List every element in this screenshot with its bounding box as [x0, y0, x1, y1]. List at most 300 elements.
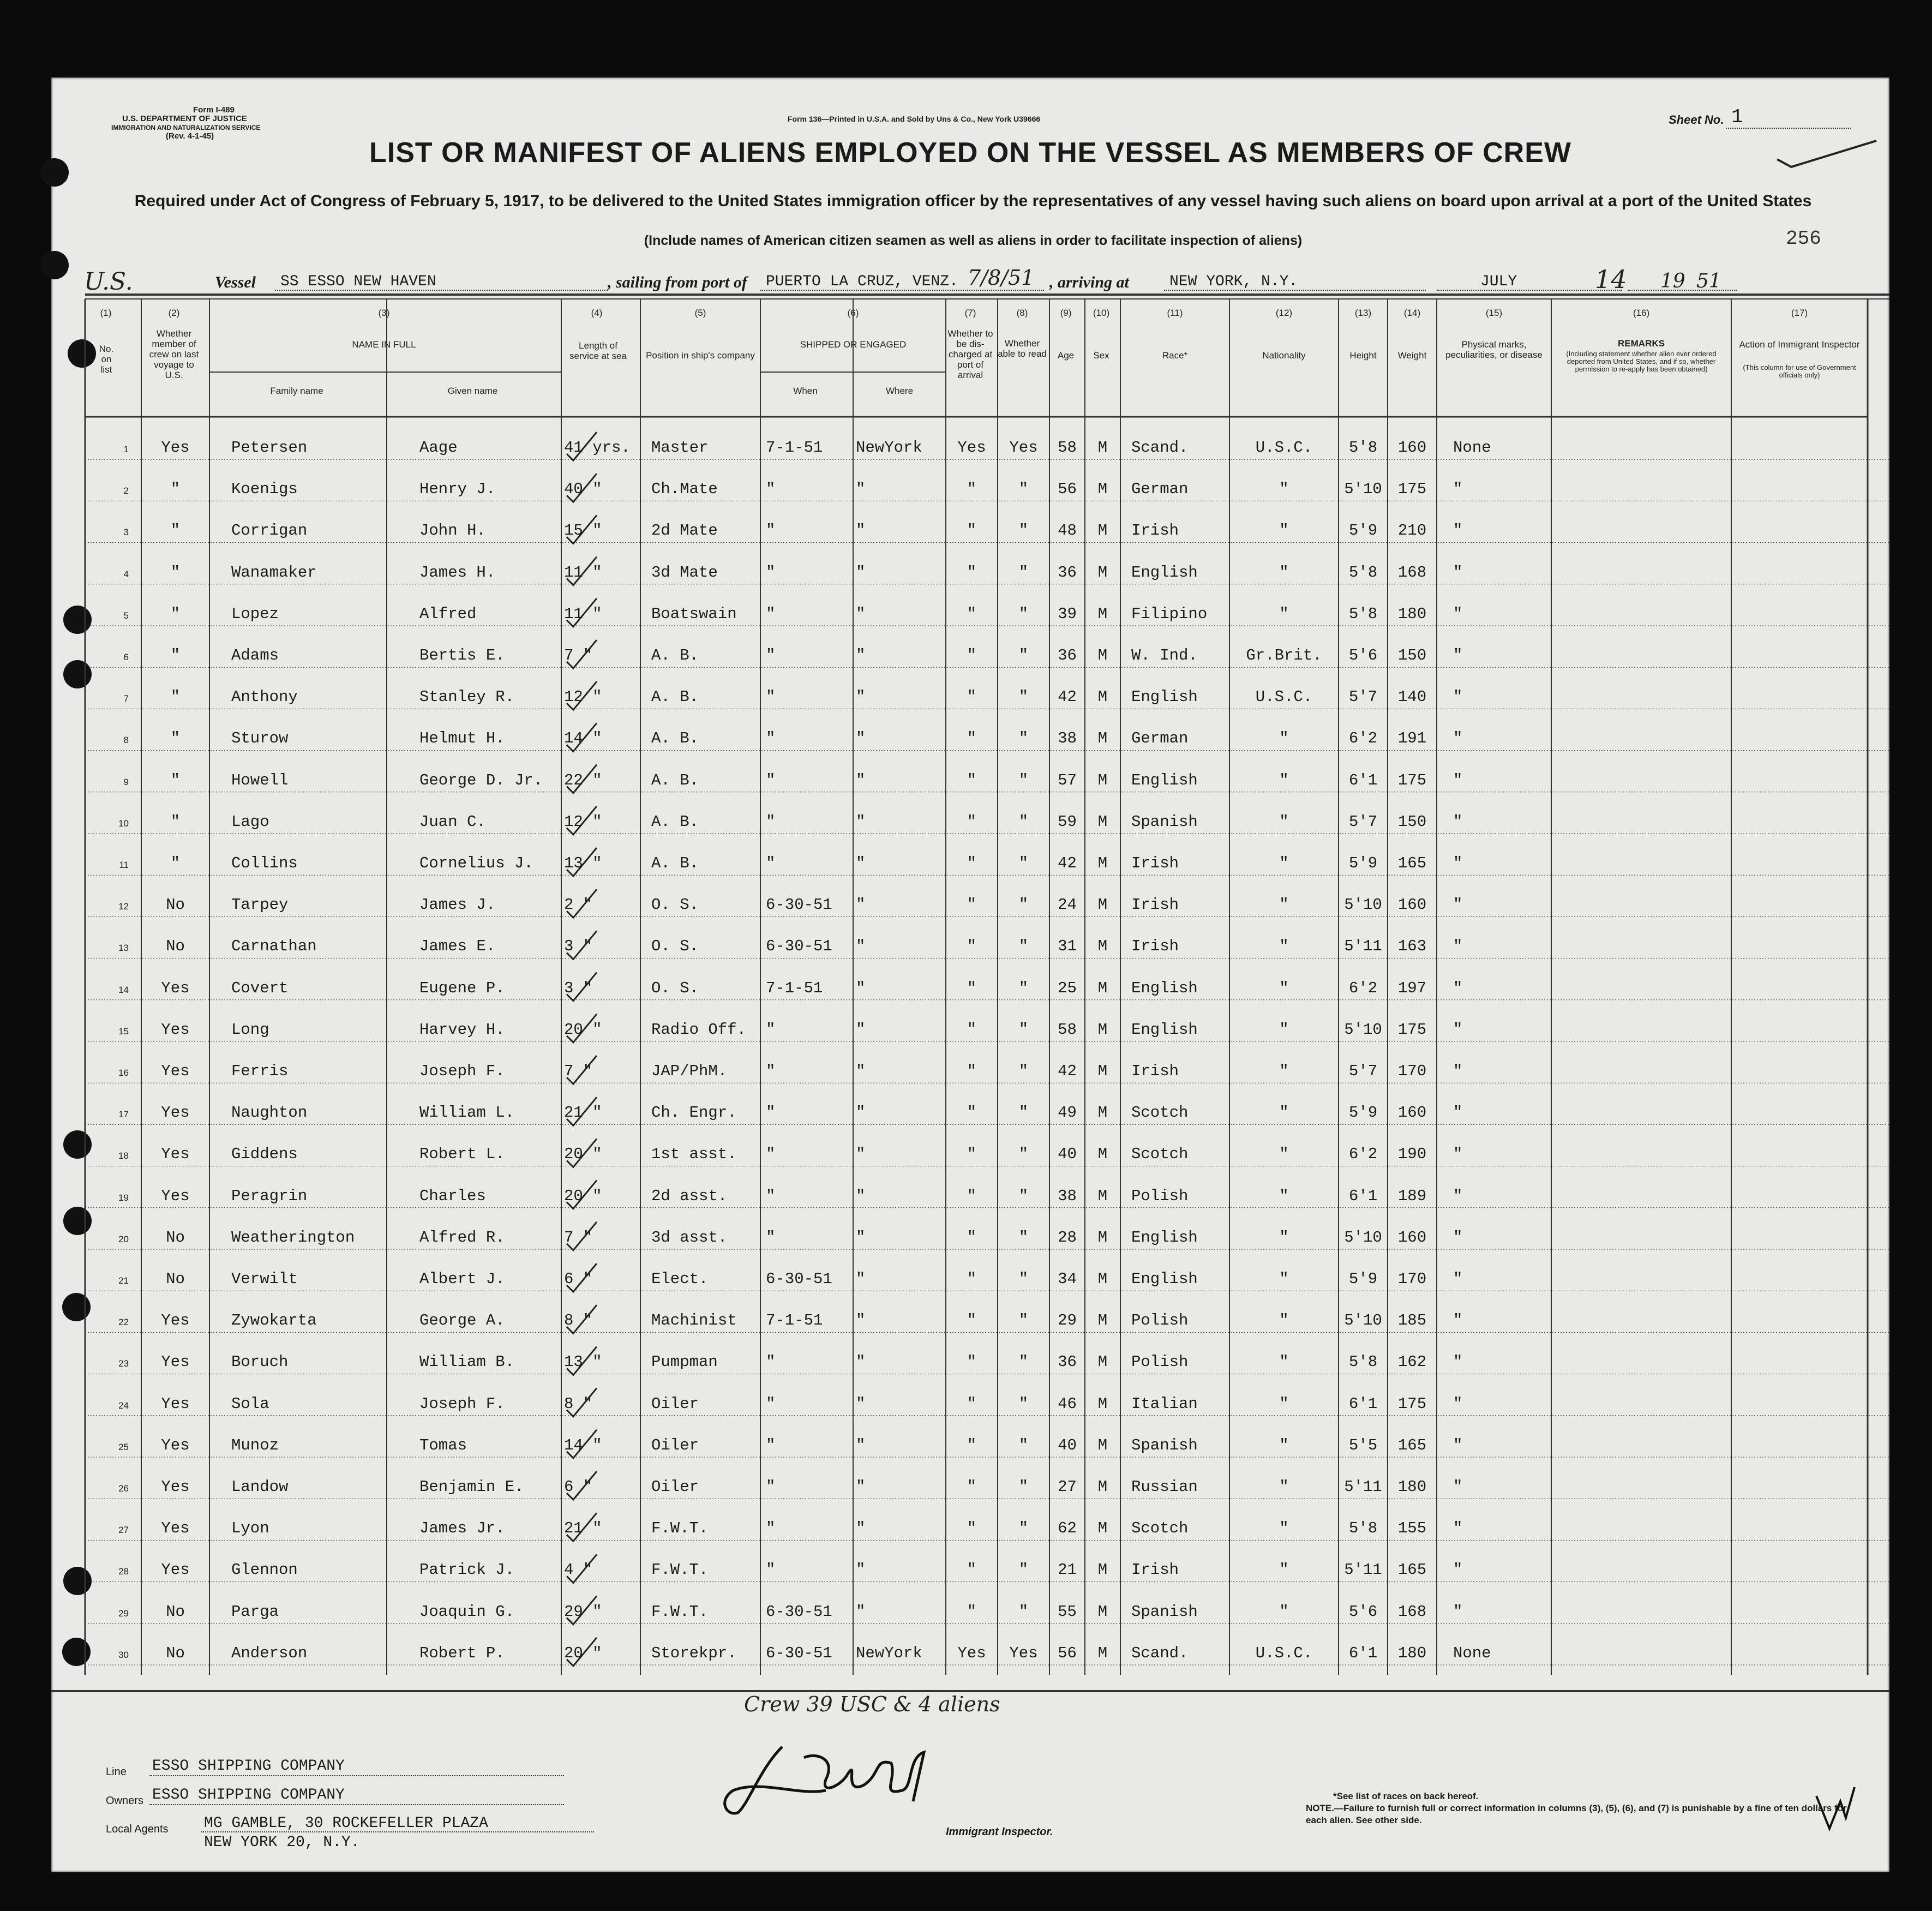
cell-service: 41 yrs. [564, 439, 631, 457]
col-number: (5) [694, 308, 706, 318]
cell-discharged: " [967, 1228, 977, 1247]
cell-physical-marks: " [1453, 1104, 1463, 1122]
row-number: 16 [118, 1068, 129, 1078]
cell-position: A. B. [651, 812, 699, 831]
cell-able-to-read: " [1018, 729, 1029, 748]
cell-shipped-where: " [856, 1394, 866, 1413]
cell-position: F.W.T. [651, 1602, 709, 1621]
row-number: 9 [123, 776, 129, 787]
cell-weight: 165 [1397, 854, 1427, 872]
cell-shipped-when: " [766, 854, 776, 872]
cell-family-name: Lyon [231, 1519, 269, 1538]
cell-position: O. S. [651, 937, 699, 956]
cell-shipped-where: " [856, 1104, 866, 1122]
agents-value-line2: NEW YORK 20, N.Y. [204, 1834, 360, 1851]
row-number: 13 [118, 943, 129, 954]
cell-race: Spanish [1131, 1436, 1198, 1454]
cell-discharged: " [967, 1062, 977, 1080]
cell-race: Spanish [1131, 812, 1198, 831]
col-header-action-note: (This column for use of Government officials only) [1743, 363, 1856, 379]
cell-given-name: Patrick J. [419, 1561, 515, 1579]
cell-age: 31 [1058, 937, 1077, 956]
col-header-when: When [793, 386, 818, 396]
cell-age: 40 [1058, 1436, 1077, 1454]
cell-height: 6'1 [1348, 1394, 1378, 1413]
cell-given-name: James J. [419, 896, 496, 914]
cell-age: 55 [1058, 1602, 1077, 1621]
cell-last-voyage: No [166, 896, 185, 914]
agency-service: IMMIGRATION AND NATURALIZATION SERVICE [111, 124, 261, 131]
sailing-port: PUERTO LA CRUZ, VENZ. [766, 273, 958, 290]
form-number: Form I-489 [193, 105, 235, 115]
arrival-year-line [1628, 290, 1737, 291]
cell-physical-marks: " [1453, 729, 1463, 748]
cell-given-name: Tomas [419, 1436, 467, 1454]
cell-sex: M [1097, 937, 1108, 956]
cell-discharged: Yes [957, 439, 986, 457]
row-number: 30 [118, 1649, 129, 1660]
inspector-label: Immigrant Inspector. [946, 1826, 1053, 1838]
cell-service: 22 " [564, 771, 602, 789]
cell-discharged: " [967, 522, 977, 540]
cell-position: 3d Mate [651, 563, 718, 582]
cell-shipped-where: " [856, 1436, 866, 1454]
cell-service: 21 " [564, 1104, 602, 1122]
cell-given-name: Robert P. [419, 1644, 505, 1662]
cell-height: 5'9 [1348, 1104, 1378, 1122]
cell-nationality: " [1279, 1519, 1289, 1538]
cell-shipped-when: 7-1-51 [766, 979, 823, 997]
cell-height: 5'8 [1348, 604, 1378, 623]
cell-able-to-read: " [1018, 812, 1029, 831]
row-number: 29 [118, 1608, 129, 1619]
cell-position: F.W.T. [651, 1561, 709, 1579]
cell-shipped-when: " [766, 1519, 776, 1538]
cell-height: 5'10 [1344, 896, 1382, 914]
cell-physical-marks: " [1453, 1394, 1463, 1413]
cell-physical-marks: " [1453, 771, 1463, 789]
arriving-label: , arriving at [1049, 273, 1129, 291]
footer-note [1306, 1790, 1851, 1826]
row-number: 7 [123, 693, 129, 704]
cell-shipped-when: 6-30-51 [766, 1270, 832, 1288]
row-number: 24 [118, 1400, 129, 1411]
row-number: 28 [118, 1566, 129, 1577]
cell-family-name: Sola [231, 1394, 269, 1413]
cell-able-to-read: " [1018, 1187, 1029, 1205]
cell-age: 38 [1058, 729, 1077, 748]
cell-discharged: " [967, 1519, 977, 1538]
cell-last-voyage: " [170, 563, 181, 582]
cell-position: O. S. [651, 979, 699, 997]
cell-last-voyage: " [170, 480, 181, 499]
cell-last-voyage: Yes [161, 439, 190, 457]
cell-given-name: George A. [419, 1311, 505, 1330]
row-number: 26 [118, 1483, 129, 1494]
arrival-day: 14 [1595, 265, 1627, 294]
cell-position: Pumpman [651, 1353, 718, 1371]
cell-nationality: " [1279, 1478, 1289, 1496]
cell-race: English [1131, 688, 1198, 706]
col-header-shipped: SHIPPED OR ENGAGED [800, 339, 907, 350]
cell-nationality: " [1279, 729, 1289, 748]
cell-race: W. Ind. [1131, 646, 1198, 664]
col-number: (3) [378, 308, 390, 318]
cell-shipped-when: 7-1-51 [766, 1311, 823, 1330]
cell-weight: 165 [1397, 1561, 1427, 1579]
cell-nationality: " [1279, 1602, 1289, 1621]
row-number: 4 [123, 568, 129, 579]
margin-note: U.S. [84, 268, 133, 296]
cell-height: 5'8 [1348, 563, 1378, 582]
cell-service: 7 " [564, 1228, 593, 1247]
cell-physical-marks: None [1453, 439, 1491, 457]
cell-given-name: James H. [419, 563, 496, 582]
cell-nationality: " [1279, 1145, 1289, 1164]
cell-physical-marks: " [1453, 854, 1463, 872]
cell-race: Scotch [1131, 1104, 1189, 1122]
cell-able-to-read: " [1018, 1519, 1029, 1538]
cell-weight: 160 [1397, 1228, 1427, 1247]
cell-nationality: " [1279, 896, 1289, 914]
row-number: 23 [118, 1358, 129, 1369]
cell-last-voyage: Yes [161, 1311, 190, 1330]
cell-weight: 140 [1397, 688, 1427, 706]
cell-family-name: Glennon [231, 1561, 298, 1579]
cell-height: 5'8 [1348, 439, 1378, 457]
col-number: (9) [1060, 308, 1072, 318]
cell-nationality: " [1279, 1104, 1289, 1122]
cell-given-name: Henry J. [419, 480, 496, 499]
row-number: 11 [119, 860, 129, 870]
cell-sex: M [1097, 480, 1108, 499]
cell-weight: 180 [1397, 1478, 1427, 1496]
printer-line: Form 136—Printed in U.S.A. and Sold by Uns & Co., New York U39666 [788, 115, 1041, 123]
cell-physical-marks: " [1453, 1270, 1463, 1288]
cell-weight: 162 [1397, 1353, 1427, 1371]
fine-note: NOTE.—Failure to furnish full or correct information in columns (3), (5), (6), and (7) is punishable by a fine of ten dollars for each alien. See other side. [1306, 1803, 1847, 1825]
cell-sex: M [1097, 646, 1108, 664]
cell-last-voyage: Yes [161, 1561, 190, 1579]
cell-weight: 175 [1397, 771, 1427, 789]
cell-nationality: " [1279, 937, 1289, 956]
cell-position: Boatswain [651, 604, 737, 623]
cell-position: A. B. [651, 688, 699, 706]
cell-sex: M [1097, 1228, 1108, 1247]
cell-age: 48 [1058, 522, 1077, 540]
cell-age: 27 [1058, 1478, 1077, 1496]
arriving-port: NEW YORK, N.Y. [1169, 273, 1298, 290]
cell-position: A. B. [651, 646, 699, 664]
cell-given-name: Bertis E. [419, 646, 505, 664]
cell-service: 14 " [564, 729, 602, 748]
col-number: (17) [1791, 308, 1808, 318]
cell-height: 5'7 [1348, 812, 1378, 831]
cell-given-name: James Jr. [419, 1519, 505, 1538]
cell-weight: 150 [1397, 812, 1427, 831]
cell-family-name: Corrigan [231, 522, 308, 540]
cell-sex: M [1097, 1519, 1108, 1538]
cell-race: Scotch [1131, 1145, 1189, 1164]
cell-physical-marks: " [1453, 1145, 1463, 1164]
cell-family-name: Munoz [231, 1436, 279, 1454]
cell-discharged: " [967, 1436, 977, 1454]
cell-nationality: " [1279, 812, 1289, 831]
agents-label: Local Agents [106, 1823, 169, 1835]
cell-weight: 155 [1397, 1519, 1427, 1538]
col-number: (2) [168, 308, 180, 318]
cell-shipped-where: " [856, 688, 866, 706]
cell-shipped-where: " [856, 1020, 866, 1039]
cell-weight: 150 [1397, 646, 1427, 664]
owners-value: ESSO SHIPPING COMPANY [152, 1787, 345, 1804]
cell-age: 21 [1058, 1561, 1077, 1579]
cell-position: Elect. [651, 1270, 709, 1288]
owners-label: Owners [106, 1795, 143, 1807]
cell-given-name: Aage [419, 439, 458, 457]
cell-weight: 210 [1397, 522, 1427, 540]
cell-sex: M [1097, 1436, 1108, 1454]
cell-age: 24 [1058, 896, 1077, 914]
cell-shipped-where: " [856, 480, 866, 499]
line-label: Line [106, 1766, 127, 1778]
cell-race: German [1131, 480, 1189, 499]
cell-family-name: Boruch [231, 1353, 289, 1371]
cell-able-to-read: " [1018, 1478, 1029, 1496]
cell-given-name: William L. [419, 1104, 515, 1122]
cell-service: 2 " [564, 896, 593, 914]
cell-nationality: Gr.Brit. [1246, 646, 1322, 664]
cell-given-name: Robert L. [419, 1145, 505, 1164]
cell-position: 1st asst. [651, 1145, 737, 1164]
cell-race: English [1131, 1270, 1198, 1288]
cell-discharged: " [967, 563, 977, 582]
cell-given-name: Helmut H. [419, 729, 505, 748]
cell-age: 36 [1058, 646, 1077, 664]
cell-race: Irish [1131, 854, 1179, 872]
cell-height: 5'11 [1344, 937, 1382, 956]
cell-given-name: Albert J. [419, 1270, 505, 1288]
cell-position: Oiler [651, 1478, 699, 1496]
cell-service: 20 " [564, 1145, 602, 1164]
cell-last-voyage: No [166, 937, 185, 956]
cell-position: JAP/PhM. [651, 1062, 728, 1080]
cell-service: 6 " [564, 1270, 593, 1288]
col-number: (14) [1403, 308, 1421, 318]
col-header-name: NAME IN FULL [352, 339, 416, 350]
cell-sex: M [1097, 729, 1108, 748]
cell-last-voyage: " [170, 646, 181, 664]
cell-shipped-where: " [856, 1270, 866, 1288]
cell-sex: M [1097, 979, 1108, 997]
cell-able-to-read: " [1018, 604, 1029, 623]
cell-shipped-when: " [766, 1145, 776, 1164]
cell-sex: M [1097, 1311, 1108, 1330]
cell-height: 5'9 [1348, 854, 1378, 872]
cell-sex: M [1097, 812, 1108, 831]
cell-weight: 180 [1397, 1644, 1427, 1662]
cell-race: Polish [1131, 1311, 1189, 1330]
cell-age: 40 [1058, 1145, 1077, 1164]
cell-able-to-read: " [1018, 563, 1029, 582]
cell-shipped-when: " [766, 688, 776, 706]
col-number: (12) [1275, 308, 1293, 318]
cell-shipped-where: " [856, 1187, 866, 1205]
cell-height: 5'6 [1348, 1602, 1378, 1621]
cell-family-name: Zywokarta [231, 1311, 317, 1330]
cell-height: 5'7 [1348, 1062, 1378, 1080]
cell-shipped-where: " [856, 1311, 866, 1330]
handwritten-crew-total: Crew 39 USC & 4 aliens [744, 1692, 1000, 1716]
cell-family-name: Wanamaker [231, 563, 317, 582]
cell-physical-marks: " [1453, 604, 1463, 623]
cell-nationality: " [1279, 1228, 1289, 1247]
col-header-remarks: REMARKS [1618, 338, 1665, 349]
punch-hole [68, 339, 96, 368]
cell-service: 13 " [564, 854, 602, 872]
cell-height: 5'8 [1348, 1519, 1378, 1538]
cell-sex: M [1097, 1104, 1108, 1122]
cell-shipped-when: " [766, 1020, 776, 1039]
cell-shipped-when: " [766, 1436, 776, 1454]
cell-shipped-where: " [856, 1145, 866, 1164]
cell-height: 5'10 [1344, 480, 1382, 499]
cell-physical-marks: " [1453, 979, 1463, 997]
cell-last-voyage: No [166, 1228, 185, 1247]
cell-able-to-read: " [1018, 1353, 1029, 1371]
vessel-info-row [84, 265, 1829, 296]
cell-shipped-where: " [856, 729, 866, 748]
cell-discharged: " [967, 1270, 977, 1288]
cell-last-voyage: Yes [161, 1145, 190, 1164]
cell-family-name: Anthony [231, 688, 298, 706]
cell-nationality: " [1279, 563, 1289, 582]
cell-nationality: " [1279, 1311, 1289, 1330]
cell-position: Ch.Mate [651, 480, 718, 499]
cell-shipped-where: " [856, 812, 866, 831]
cell-family-name: Verwilt [231, 1270, 298, 1288]
cell-able-to-read: Yes [1009, 1644, 1038, 1662]
arrival-year-prefix: 19 [1660, 270, 1685, 292]
cell-sex: M [1097, 854, 1108, 872]
cell-service: 20 " [564, 1644, 602, 1662]
cell-shipped-where: " [856, 896, 866, 914]
sheet-number-line [1726, 128, 1851, 129]
cell-physical-marks: " [1453, 1020, 1463, 1039]
cell-age: 62 [1058, 1519, 1077, 1538]
cell-discharged: " [967, 1104, 977, 1122]
cell-race: Scotch [1131, 1519, 1189, 1538]
cell-age: 29 [1058, 1311, 1077, 1330]
cell-family-name: Lopez [231, 604, 279, 623]
cell-shipped-when: " [766, 1228, 776, 1247]
cell-discharged: " [967, 1145, 977, 1164]
col-header-nationality: Nationality [1262, 350, 1306, 361]
cell-shipped-when: " [766, 771, 776, 789]
vessel-name-line [275, 290, 608, 291]
cell-weight: 163 [1397, 937, 1427, 956]
row-number: 22 [118, 1317, 129, 1328]
cell-position: Master [651, 439, 709, 457]
cell-given-name: Charles [419, 1187, 486, 1205]
cell-physical-marks: " [1453, 896, 1463, 914]
cell-able-to-read: " [1018, 522, 1029, 540]
cell-physical-marks: " [1453, 1519, 1463, 1538]
cell-age: 25 [1058, 979, 1077, 997]
cell-weight: 160 [1397, 1104, 1427, 1122]
row-number: 21 [118, 1275, 129, 1286]
cell-last-voyage: Yes [161, 1104, 190, 1122]
cell-position: 3d asst. [651, 1228, 728, 1247]
cell-able-to-read: " [1018, 1311, 1029, 1330]
cell-able-to-read: " [1018, 1270, 1029, 1288]
cell-last-voyage: " [170, 812, 181, 831]
cell-position: A. B. [651, 729, 699, 748]
cell-race: Italian [1131, 1394, 1198, 1413]
cell-nationality: " [1279, 604, 1289, 623]
page-title: LIST OR MANIFEST OF ALIENS EMPLOYED ON THE VESSEL AS MEMBERS OF CREW [369, 137, 1571, 169]
cell-shipped-when: " [766, 1394, 776, 1413]
cell-family-name: Carnathan [231, 937, 317, 956]
cell-service: 20 " [564, 1020, 602, 1039]
cell-sex: M [1097, 1062, 1108, 1080]
col-number: (7) [964, 308, 976, 318]
line-underline [149, 1775, 564, 1776]
cell-height: 6'2 [1348, 1145, 1378, 1164]
cell-physical-marks: " [1453, 1353, 1463, 1371]
cell-physical-marks: " [1453, 1228, 1463, 1247]
cell-shipped-where: " [856, 646, 866, 664]
cell-sex: M [1097, 1187, 1108, 1205]
row-number: 18 [118, 1151, 129, 1161]
cell-sex: M [1097, 1644, 1108, 1662]
cell-able-to-read: " [1018, 1228, 1029, 1247]
cell-age: 38 [1058, 1187, 1077, 1205]
cell-service: 12 " [564, 688, 602, 706]
cell-discharged: " [967, 604, 977, 623]
cell-height: 5'11 [1344, 1561, 1382, 1579]
col-header-service: Length of service at sea [569, 340, 627, 361]
cell-family-name: Giddens [231, 1145, 298, 1164]
row-number: 17 [118, 1109, 129, 1120]
cell-sex: M [1097, 522, 1108, 540]
agency-department: U.S. DEPARTMENT OF JUSTICE [122, 114, 247, 123]
cell-last-voyage: Yes [161, 1187, 190, 1205]
cell-discharged: Yes [957, 1644, 986, 1662]
cell-sex: M [1097, 563, 1108, 582]
col-header-read: Whether able to read [998, 338, 1047, 359]
agents-underline [201, 1831, 594, 1832]
cell-shipped-where: " [856, 604, 866, 623]
cell-physical-marks: " [1453, 688, 1463, 706]
cell-discharged: " [967, 1311, 977, 1330]
cell-position: 2d Mate [651, 522, 718, 540]
sailing-label: , sailing from port of [608, 273, 747, 291]
cell-last-voyage: No [166, 1270, 185, 1288]
cell-sex: M [1097, 688, 1108, 706]
col-number: (16) [1633, 308, 1650, 318]
cell-service: 7 " [564, 646, 593, 664]
cell-sex: M [1097, 1478, 1108, 1496]
cell-position: Oiler [651, 1436, 699, 1454]
col-header-no: No. on list [99, 344, 114, 375]
col-header-race: Race* [1162, 350, 1188, 361]
cell-last-voyage: " [170, 771, 181, 789]
cell-able-to-read: " [1018, 1020, 1029, 1039]
cell-age: 59 [1058, 812, 1077, 831]
cell-shipped-when: 6-30-51 [766, 937, 832, 956]
cell-able-to-read: " [1018, 1062, 1029, 1080]
